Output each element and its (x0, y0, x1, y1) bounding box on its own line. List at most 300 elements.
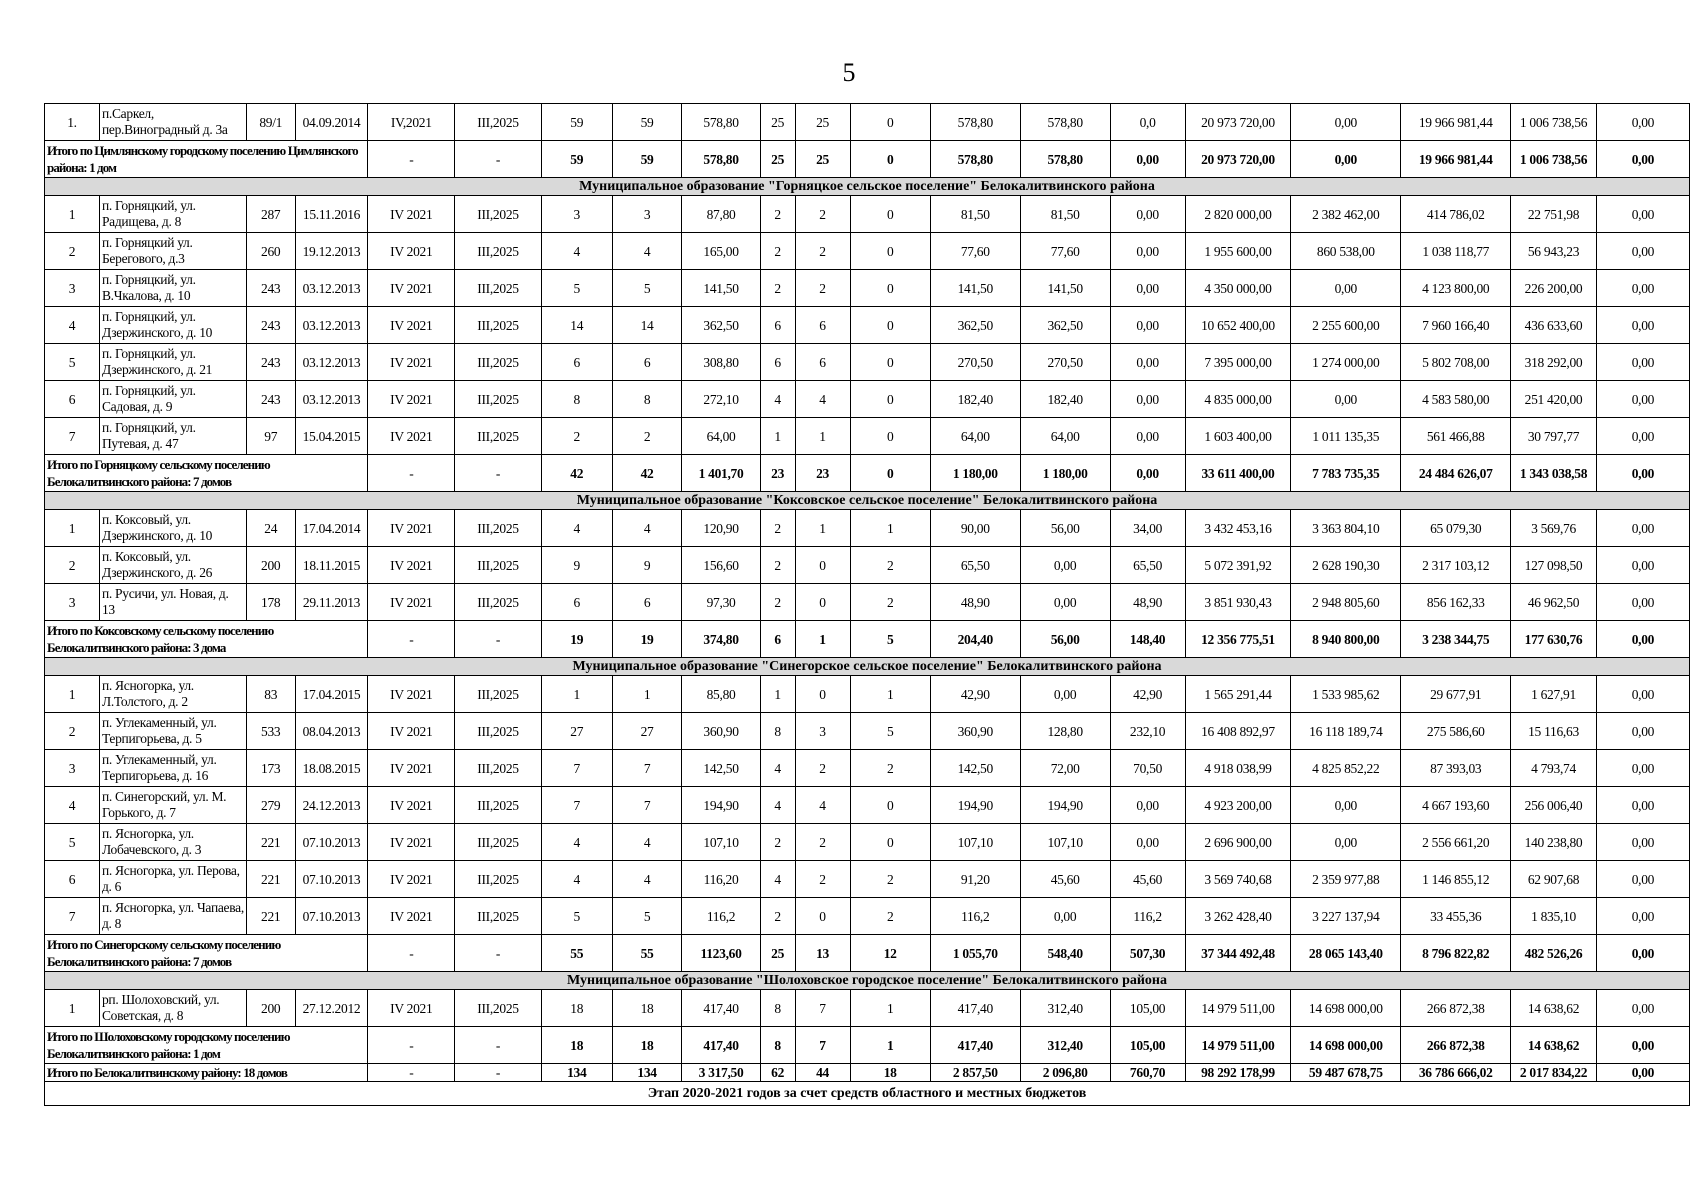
table-cell: 9 (612, 547, 682, 584)
table-cell: 0,00 (1110, 307, 1185, 344)
table-cell: 4 (795, 787, 850, 824)
table-cell: 148,40 (1110, 621, 1185, 658)
table-cell: 70,50 (1110, 750, 1185, 787)
table-cell: 64,00 (930, 418, 1020, 455)
municipality-header-title: Муниципальное образование "Шолоховское городское поселение" Белокалитвинского района (45, 972, 1690, 990)
table-cell: 0,00 (1110, 233, 1185, 270)
table-cell: 65,50 (1110, 547, 1185, 584)
total-label: Итого по Шолоховскому городскому поселению Белокалитвинского района: 1 дом (45, 1027, 368, 1064)
table-cell: 0,00 (1596, 233, 1689, 270)
table-cell: 0 (850, 824, 930, 861)
table-cell: 200 (246, 990, 295, 1027)
table-cell: 417,40 (930, 990, 1020, 1027)
table-cell: 18 (612, 1027, 682, 1064)
table-cell: 2 (760, 898, 795, 935)
table-cell: 177 630,76 (1511, 621, 1597, 658)
table-cell: III,2025 (455, 196, 542, 233)
table-cell: 116,2 (1110, 898, 1185, 935)
table-cell: 18.11.2015 (295, 547, 368, 584)
table-cell: 25 (760, 935, 795, 972)
table-row (45, 824, 1690, 861)
table-cell: 194,90 (1020, 787, 1110, 824)
table-cell: IV 2021 (368, 750, 455, 787)
table-cell: 1 006 738,56 (1511, 104, 1597, 141)
table-cell: 482 526,26 (1511, 935, 1597, 972)
table-cell: 1 (760, 676, 795, 713)
table-cell: 1 (795, 621, 850, 658)
table-cell: 4 (541, 233, 612, 270)
table-cell: 23 (795, 455, 850, 492)
table-cell: 0,00 (1596, 935, 1689, 972)
address-cell: п. Синегорский, ул. М. Горького, д. 7 (99, 787, 246, 824)
table-cell: IV 2021 (368, 547, 455, 584)
table-cell: 3 (795, 713, 850, 750)
table-row (45, 307, 1690, 344)
municipality-header (45, 178, 1690, 196)
table-cell: 0 (795, 676, 850, 713)
table-cell: 03.12.2013 (295, 381, 368, 418)
table-cell: 46 962,50 (1511, 584, 1597, 621)
table-cell: - (368, 1064, 455, 1082)
table-cell: 0,00 (1020, 676, 1110, 713)
table-cell: III,2025 (455, 861, 542, 898)
table-cell: 6 (612, 344, 682, 381)
table-cell: 0,00 (1596, 898, 1689, 935)
table-row (45, 898, 1690, 935)
row-number: 7 (45, 898, 100, 935)
table-cell: 90,00 (930, 510, 1020, 547)
table-cell: 1 533 985,62 (1291, 676, 1401, 713)
table-cell: 7 395 000,00 (1185, 344, 1291, 381)
table-cell: 107,10 (1020, 824, 1110, 861)
table-cell: - (368, 455, 455, 492)
table-cell: IV 2021 (368, 676, 455, 713)
table-cell: 7 960 166,40 (1401, 307, 1511, 344)
table-cell: 15.04.2015 (295, 418, 368, 455)
table-cell: 4 825 852,22 (1291, 750, 1401, 787)
table-cell: 1 (541, 676, 612, 713)
table-row (45, 676, 1690, 713)
table-cell: 0,00 (1110, 824, 1185, 861)
table-cell: 120,90 (682, 510, 760, 547)
table-cell: 221 (246, 861, 295, 898)
table-cell: 72,00 (1020, 750, 1110, 787)
table-cell: 2 (850, 547, 930, 584)
table-cell: 0,00 (1020, 898, 1110, 935)
table-cell: 417,40 (930, 1027, 1020, 1064)
table-cell: 18.08.2015 (295, 750, 368, 787)
total-row (45, 935, 1690, 972)
total-row (45, 621, 1690, 658)
row-number: 6 (45, 381, 100, 418)
table-cell: 141,50 (682, 270, 760, 307)
table-cell: 2 820 000,00 (1185, 196, 1291, 233)
table-cell: IV 2021 (368, 307, 455, 344)
table-cell: 0 (795, 584, 850, 621)
table-cell: 14 698 000,00 (1291, 990, 1401, 1027)
row-number: 3 (45, 750, 100, 787)
table-cell: 128,80 (1020, 713, 1110, 750)
address-cell: рп. Шолоховский, ул. Советская, д. 8 (99, 990, 246, 1027)
table-cell: 64,00 (682, 418, 760, 455)
address-cell: п. Горняцкий, ул. Радищева, д. 8 (99, 196, 246, 233)
table-cell: 0 (795, 547, 850, 584)
table-cell: 0,00 (1596, 676, 1689, 713)
row-number: 2 (45, 713, 100, 750)
address-cell: п. Горняцкий ул. Берегового, д.3 (99, 233, 246, 270)
total-label: Итого по Белокалитвинскому району: 18 домов (45, 1064, 368, 1082)
table-cell: 0,00 (1596, 990, 1689, 1027)
table-cell: 3 363 804,10 (1291, 510, 1401, 547)
table-cell: 0 (850, 104, 930, 141)
table-cell: 260 (246, 233, 295, 270)
table-cell: 0,00 (1020, 547, 1110, 584)
table-cell: 4 123 800,00 (1401, 270, 1511, 307)
table-cell: 87 393,03 (1401, 750, 1511, 787)
table-cell: 1 (795, 510, 850, 547)
address-cell: п.Саркел, пер.Виноградный д. 3а (99, 104, 246, 141)
table-cell: 141,50 (1020, 270, 1110, 307)
row-number: 7 (45, 418, 100, 455)
table-cell: 48,90 (930, 584, 1020, 621)
table-cell: 18 (612, 990, 682, 1027)
table-cell: 3 238 344,75 (1401, 621, 1511, 658)
table-cell: 165,00 (682, 233, 760, 270)
table-cell: 243 (246, 307, 295, 344)
table-row (45, 713, 1690, 750)
stage-header (45, 1082, 1690, 1106)
table-cell: 107,10 (682, 824, 760, 861)
table-cell: 28 065 143,40 (1291, 935, 1401, 972)
table-cell: 312,40 (1020, 1027, 1110, 1064)
table-cell: 42 (612, 455, 682, 492)
table-cell: 134 (541, 1064, 612, 1082)
municipality-header (45, 492, 1690, 510)
table-cell: 07.10.2013 (295, 898, 368, 935)
table-cell: 25 (795, 141, 850, 178)
table-cell: III,2025 (455, 418, 542, 455)
table-cell: 1 (795, 418, 850, 455)
table-cell: 04.09.2014 (295, 104, 368, 141)
table-cell: 3 569,76 (1511, 510, 1597, 547)
table-cell: 308,80 (682, 344, 760, 381)
table-cell: 16 118 189,74 (1291, 713, 1401, 750)
table-cell: 2 (541, 418, 612, 455)
table-cell: 4 (612, 233, 682, 270)
row-number: 1 (45, 990, 100, 1027)
table-cell: 1 (850, 990, 930, 1027)
table-cell: 221 (246, 824, 295, 861)
table-cell: 1 038 118,77 (1401, 233, 1511, 270)
table-cell: 5 072 391,92 (1185, 547, 1291, 584)
table-cell: 156,60 (682, 547, 760, 584)
table-cell: 0,00 (1596, 824, 1689, 861)
table-cell: 2 (760, 270, 795, 307)
table-cell: 27 (612, 713, 682, 750)
address-cell: п. Ясногорка, ул. Лобачевского, д. 3 (99, 824, 246, 861)
table-cell: 34,00 (1110, 510, 1185, 547)
table-cell: 200 (246, 547, 295, 584)
table-cell: 1 835,10 (1511, 898, 1597, 935)
table-cell: 116,2 (682, 898, 760, 935)
table-cell: 0,00 (1596, 381, 1689, 418)
table-cell: 287 (246, 196, 295, 233)
table-cell: 417,40 (682, 990, 760, 1027)
table-cell: 12 (850, 935, 930, 972)
table-cell: IV 2021 (368, 381, 455, 418)
table-cell: 15 116,63 (1511, 713, 1597, 750)
table-cell: 20 973 720,00 (1185, 104, 1291, 141)
table-cell: IV 2021 (368, 990, 455, 1027)
table-cell: - (455, 621, 542, 658)
table-cell: 417,40 (682, 1027, 760, 1064)
table-cell: 272,10 (682, 381, 760, 418)
table-cell: IV 2021 (368, 584, 455, 621)
municipality-header-title: Муниципальное образование "Синегорское сельское поселение" Белокалитвинского района (45, 658, 1690, 676)
table-cell: 18 (850, 1064, 930, 1082)
total-row (45, 455, 1690, 492)
table-cell: 266 872,38 (1401, 990, 1511, 1027)
table-cell: 0,0 (1110, 104, 1185, 141)
table-cell: 07.10.2013 (295, 861, 368, 898)
table-cell: 08.04.2013 (295, 713, 368, 750)
table-cell: 856 162,33 (1401, 584, 1511, 621)
table-cell: 182,40 (1020, 381, 1110, 418)
total-label: Итого по Синегорскому сельскому поселению Белокалитвинского района: 7 домов (45, 935, 368, 972)
table-cell: 251 420,00 (1511, 381, 1597, 418)
municipality-header (45, 658, 1690, 676)
table-cell: 360,90 (682, 713, 760, 750)
table-cell: 6 (795, 344, 850, 381)
table-cell: 25 (795, 104, 850, 141)
table-cell: 59 487 678,75 (1291, 1064, 1401, 1082)
table-cell: 2 696 900,00 (1185, 824, 1291, 861)
table-cell: 14 638,62 (1511, 990, 1597, 1027)
table-cell: 2 (760, 510, 795, 547)
table-cell: 0,00 (1596, 621, 1689, 658)
table-cell: 561 466,88 (1401, 418, 1511, 455)
table-cell: 7 (541, 787, 612, 824)
table-cell: 256 006,40 (1511, 787, 1597, 824)
table-cell: 2 (850, 861, 930, 898)
table-cell: 243 (246, 381, 295, 418)
table-cell: - (455, 1064, 542, 1082)
table-cell: 0,00 (1596, 1064, 1689, 1082)
table-cell: 5 802 708,00 (1401, 344, 1511, 381)
table-cell: 5 (612, 898, 682, 935)
table-cell: 1 955 600,00 (1185, 233, 1291, 270)
table-cell: IV 2021 (368, 418, 455, 455)
table-cell: 4 835 000,00 (1185, 381, 1291, 418)
table-cell: 18 (541, 990, 612, 1027)
table-cell: 27.12.2012 (295, 990, 368, 1027)
table-cell: 0,00 (1596, 547, 1689, 584)
table-cell: 507,30 (1110, 935, 1185, 972)
table-cell: 7 (612, 787, 682, 824)
table-cell: 65,50 (930, 547, 1020, 584)
table-cell: 89/1 (246, 104, 295, 141)
table-cell: 18 (541, 1027, 612, 1064)
row-number: 3 (45, 270, 100, 307)
address-cell: п. Горняцкий, ул. Садовая, д. 9 (99, 381, 246, 418)
table-cell: 56,00 (1020, 510, 1110, 547)
table-cell: 374,80 (682, 621, 760, 658)
table-cell: 7 (795, 990, 850, 1027)
table-cell: 0 (850, 307, 930, 344)
table-cell: 0 (850, 418, 930, 455)
table-row (45, 547, 1690, 584)
address-cell: п. Коксовый, ул. Дзержинского, д. 26 (99, 547, 246, 584)
table-cell: 533 (246, 713, 295, 750)
table-row (45, 990, 1690, 1027)
table-cell: 0 (795, 898, 850, 935)
municipality-header-title: Муниципальное образование "Горняцкое сельское поселение" Белокалитвинского района (45, 178, 1690, 196)
table-cell: III,2025 (455, 898, 542, 935)
address-cell: п. Коксовый, ул. Дзержинского, д. 10 (99, 510, 246, 547)
table-cell: 1 (850, 1027, 930, 1064)
table-cell: 0,00 (1596, 1027, 1689, 1064)
table-cell: 3 (541, 196, 612, 233)
table-cell: 10 652 400,00 (1185, 307, 1291, 344)
table-cell: 25 (760, 141, 795, 178)
table-cell: 15.11.2016 (295, 196, 368, 233)
table-cell: IV 2021 (368, 510, 455, 547)
table-cell: 85,80 (682, 676, 760, 713)
table-cell: 2 857,50 (930, 1064, 1020, 1082)
table-cell: 0,00 (1110, 141, 1185, 178)
table-cell: III,2025 (455, 233, 542, 270)
page-number: 5 (842, 58, 856, 87)
table-cell: III,2025 (455, 713, 542, 750)
table-cell: III,2025 (455, 584, 542, 621)
table-cell: 1 274 000,00 (1291, 344, 1401, 381)
table-cell: 173 (246, 750, 295, 787)
table-cell: 87,80 (682, 196, 760, 233)
table-cell: 2 (795, 233, 850, 270)
table-cell: 182,40 (930, 381, 1020, 418)
table-cell: 0,00 (1110, 455, 1185, 492)
table-cell: 03.12.2013 (295, 307, 368, 344)
table-cell: - (455, 455, 542, 492)
table-cell: 56 943,23 (1511, 233, 1597, 270)
table-cell: 1 006 738,56 (1511, 141, 1597, 178)
table-cell: 4 350 000,00 (1185, 270, 1291, 307)
table-row (45, 196, 1690, 233)
table-cell: 0,00 (1291, 787, 1401, 824)
address-cell: п. Русичи, ул. Новая, д. 13 (99, 584, 246, 621)
table-cell: 2 (795, 750, 850, 787)
table-cell: 8 (612, 381, 682, 418)
table-cell: 1 565 291,44 (1185, 676, 1291, 713)
table-cell: 42,90 (1110, 676, 1185, 713)
table-cell: III,2025 (455, 510, 542, 547)
table-cell: 27 (541, 713, 612, 750)
table-cell: 578,80 (930, 141, 1020, 178)
table-cell: 362,50 (1020, 307, 1110, 344)
table-cell: 2 (760, 824, 795, 861)
table-cell: 1 146 855,12 (1401, 861, 1511, 898)
address-cell: п. Горняцкий, ул. В.Чкалова, д. 10 (99, 270, 246, 307)
table-cell: 0,00 (1596, 270, 1689, 307)
table-cell: 2 096,80 (1020, 1064, 1110, 1082)
table-cell: 221 (246, 898, 295, 935)
table-cell: 4 (760, 861, 795, 898)
table-row (45, 418, 1690, 455)
table-cell: 97,30 (682, 584, 760, 621)
table-cell: 0,00 (1596, 196, 1689, 233)
table-cell: III,2025 (455, 676, 542, 713)
table-cell: 4 (541, 861, 612, 898)
table-row (45, 104, 1690, 141)
table-cell: - (368, 1027, 455, 1064)
table-cell: IV 2021 (368, 824, 455, 861)
table-cell: 4 923 200,00 (1185, 787, 1291, 824)
table-cell: 5 (541, 898, 612, 935)
table-cell: 36 786 666,02 (1401, 1064, 1511, 1082)
table-cell: 6 (541, 584, 612, 621)
table-cell: 81,50 (1020, 196, 1110, 233)
table-cell: 0 (850, 270, 930, 307)
table-cell: 0 (850, 233, 930, 270)
table-cell: 1 (612, 676, 682, 713)
address-cell: п. Горняцкий, ул. Дзержинского, д. 10 (99, 307, 246, 344)
row-number: 6 (45, 861, 100, 898)
table-cell: 65 079,30 (1401, 510, 1511, 547)
table-cell: 0 (850, 196, 930, 233)
address-cell: п. Ясногорка, ул. Чапаева, д. 8 (99, 898, 246, 935)
table-cell: 2 (850, 584, 930, 621)
table-cell: 1 627,91 (1511, 676, 1597, 713)
table-cell: III,2025 (455, 344, 542, 381)
table-cell: 1 401,70 (682, 455, 760, 492)
table-cell: 116,20 (682, 861, 760, 898)
table-cell: 243 (246, 270, 295, 307)
table-cell: 0,00 (1596, 861, 1689, 898)
table-cell: 2 556 661,20 (1401, 824, 1511, 861)
table-cell: - (455, 1027, 542, 1064)
table-cell: III,2025 (455, 547, 542, 584)
row-number: 1. (45, 104, 100, 141)
table-cell: 22 751,98 (1511, 196, 1597, 233)
table-cell: IV 2021 (368, 898, 455, 935)
table-cell: 14 (541, 307, 612, 344)
table-cell: 16 408 892,97 (1185, 713, 1291, 750)
table-cell: 0,00 (1596, 104, 1689, 141)
table-cell: 2 017 834,22 (1511, 1064, 1597, 1082)
address-cell: п. Углекаменный, ул. Терпигорьева, д. 16 (99, 750, 246, 787)
table-cell: 141,50 (930, 270, 1020, 307)
table-cell: 0,00 (1110, 418, 1185, 455)
address-cell: п. Ясногорка, ул. Перова, д. 6 (99, 861, 246, 898)
table-cell: III,2025 (455, 824, 542, 861)
table-cell: 29.11.2013 (295, 584, 368, 621)
table-cell: 105,00 (1110, 990, 1185, 1027)
table-cell: 14 979 511,00 (1185, 990, 1291, 1027)
table-cell: 578,80 (930, 104, 1020, 141)
table-cell: 4 (612, 861, 682, 898)
table-cell: 360,90 (930, 713, 1020, 750)
table-cell: 5 (850, 713, 930, 750)
table-cell: 414 786,02 (1401, 196, 1511, 233)
table-cell: 59 (541, 141, 612, 178)
table-cell: 860 538,00 (1291, 233, 1401, 270)
table-cell: 0,00 (1020, 584, 1110, 621)
table-cell: 45,60 (1110, 861, 1185, 898)
table-cell: 8 940 800,00 (1291, 621, 1401, 658)
table-cell: 2 (760, 547, 795, 584)
table-cell: 142,50 (682, 750, 760, 787)
table-cell: 19 (612, 621, 682, 658)
